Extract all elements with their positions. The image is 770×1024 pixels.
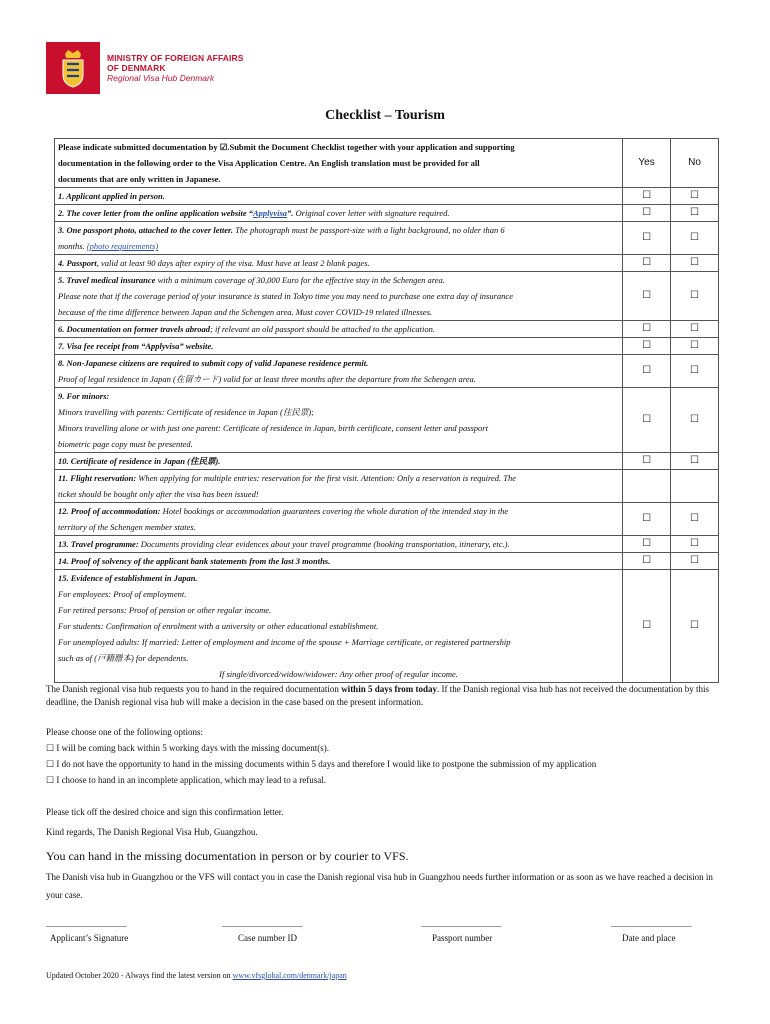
instructions-line-1: Please indicate submitted documentation by ☑.Submit the Document Checklist together with your application and supporting: [58, 142, 515, 152]
case-number-line[interactable]: ____________________: [222, 918, 302, 928]
item-6-detail: ; if relevant an old passport should be attached to the application.: [210, 324, 435, 334]
item-4-yes-checkbox[interactable]: ☐: [623, 255, 671, 272]
item-5-no-checkbox[interactable]: ☐: [671, 272, 719, 321]
passport-number-label: Passport number: [432, 933, 493, 943]
item-8-no-checkbox[interactable]: ☐: [671, 355, 719, 388]
item-6-text: [55, 321, 623, 338]
item-5-title: 5. Travel medical insurance: [58, 275, 156, 285]
item-3-yes-checkbox[interactable]: ☐: [623, 222, 671, 255]
item-15-employees: For employees: Proof of employment.: [58, 589, 187, 599]
option-incomplete[interactable]: ☐ I choose to hand in an incomplete application, which may lead to a refusal.: [46, 775, 326, 785]
item-15-title: 15. Evidence of establishment in Japan.: [58, 573, 198, 583]
tick-instruction: Please tick off the desired choice and sign this confirmation letter.: [46, 807, 284, 817]
page-title: Checklist – Tourism: [325, 108, 445, 123]
item-13-no-checkbox[interactable]: ☐: [671, 536, 719, 553]
checklist-table: [54, 138, 719, 683]
yes-column-header: Yes: [623, 139, 671, 188]
deadline-text-1: The Danish regional visa hub requests you to hand in the required documentation: [46, 684, 342, 694]
org-line-2: OF DENMARK: [107, 63, 166, 73]
item-15-students: For students: Confirmation of enrolment with a university or other educational establishment.: [58, 621, 379, 631]
checklist-row-4: [55, 255, 719, 272]
org-line-3: Regional Visa Hub Denmark: [107, 73, 215, 83]
item-15-unemployed-cont: such as of (戸籍謄本) for dependents.: [58, 653, 189, 663]
item-13-title: 13. Travel programme:: [58, 539, 139, 549]
checklist-row-5: [55, 272, 719, 321]
item-11-detail: When applying for multiple entries: reservation for the first visit. Attention: Only a reservation is required. The: [136, 473, 517, 483]
item-1-no-checkbox[interactable]: ☐: [671, 188, 719, 205]
item-1-text: 1. Applicant applied in person.: [55, 188, 623, 205]
deadline-paragraph: [46, 683, 726, 709]
item-9-detail-2: Minors travelling alone or with just one parent: Certificate of residence in Japan, birth certificate, consent letter and passport: [58, 423, 488, 433]
item-11-title: 11. Flight reservation:: [58, 473, 137, 483]
item-7-text: 7. Visa fee receipt from “Applyvisa” website.: [55, 338, 623, 355]
vfs-link[interactable]: www.vfsglobal.com/denmark/japan: [232, 971, 347, 980]
item-3-no-checkbox[interactable]: ☐: [671, 222, 719, 255]
checklist-row-14: [55, 553, 719, 570]
item-14-yes-checkbox[interactable]: ☐: [623, 553, 671, 570]
item-9-text: [55, 388, 623, 453]
item-2-title: 2. The cover letter from the online application website “: [58, 208, 254, 218]
item-12-title: 12. Proof of accommodation:: [58, 506, 161, 516]
item-9-detail-1: Minors travelling with parents: Certificate of residence in Japan (住民票);: [58, 407, 314, 417]
item-2-no-checkbox[interactable]: ☐: [671, 205, 719, 222]
case-number-label: Case number ID: [238, 933, 297, 943]
item-5-note-2: because of the time difference between Japan and the Schengen area. Must cover COVID-19 related illnesses.: [58, 307, 433, 317]
instructions-line-2: documentation in the following order to the Visa Application Centre. An English translation must be provided for all: [58, 158, 480, 168]
item-6-no-checkbox[interactable]: ☐: [671, 321, 719, 338]
item-10-yes-checkbox[interactable]: ☐: [623, 453, 671, 470]
option-postpone[interactable]: ☐ I do not have the opportunity to hand in the missing documents within 5 days and therefore I would like to postpone the submission of my application: [46, 759, 597, 769]
item-2-text: [55, 205, 623, 222]
checklist-row-7: [55, 338, 719, 355]
crown-shield-icon: [58, 48, 88, 88]
table-header-row: [55, 139, 719, 188]
item-10-no-checkbox[interactable]: ☐: [671, 453, 719, 470]
item-4-title: 4. Passport: [58, 258, 97, 268]
item-8-detail: Proof of legal residence in Japan (在留カード) valid for at least three months after the departure from the Schengen area.: [58, 374, 476, 384]
item-9-yes-checkbox[interactable]: ☐: [623, 388, 671, 453]
item-15-no-checkbox[interactable]: ☐: [671, 570, 719, 683]
photo-requirements-link[interactable]: (photo requirements): [86, 241, 159, 251]
item-15-yes-checkbox[interactable]: ☐: [623, 570, 671, 683]
item-11-text: [55, 470, 623, 503]
item-9-title: 9. For minors:: [58, 391, 110, 401]
applicant-signature-line[interactable]: ____________________: [46, 918, 126, 928]
item-15-text: [55, 570, 623, 683]
checklist-row-8: [55, 355, 719, 388]
organisation-name: [107, 53, 244, 83]
item-5-detail: with a minimum coverage of 30,000 Euro for the effective stay in the Schengen area.: [155, 275, 445, 285]
instructions-line-3: documents that are only written in Japanese.: [58, 174, 221, 184]
date-place-line[interactable]: ____________________: [611, 918, 691, 928]
item-15-retired: For retired persons: Proof of pension or other regular income.: [58, 605, 272, 615]
item-6-title: 6. Documentation on former travels abroad: [58, 324, 211, 334]
checklist-row-12: [55, 503, 719, 536]
checklist-row-6: [55, 321, 719, 338]
courier-heading: You can hand in the missing documentation in person or by courier to VFS.: [46, 849, 409, 863]
item-11-no-cell: [671, 470, 719, 503]
date-place-label: Date and place: [622, 933, 676, 943]
applicant-signature-label: Applicant’s Signature: [50, 933, 129, 943]
passport-number-line[interactable]: ____________________: [421, 918, 501, 928]
item-2-detail: Original cover letter with signature required.: [293, 208, 450, 218]
item-3-detail: The photograph must be passport-size with a light background, no older than 6: [232, 225, 505, 235]
checklist-row-2: [55, 205, 719, 222]
item-15-single: If single/divorced/widow/widower: Any other proof of regular income.: [219, 669, 458, 679]
item-7-no-checkbox[interactable]: ☐: [671, 338, 719, 355]
item-11-yes-cell: [623, 470, 671, 503]
item-5-text: [55, 272, 623, 321]
item-9-no-checkbox[interactable]: ☐: [671, 388, 719, 453]
checklist-row-13: [55, 536, 719, 553]
danish-coat-of-arms-logo: [46, 42, 100, 94]
checklist-row-15: [55, 570, 719, 683]
item-13-yes-checkbox[interactable]: ☐: [623, 536, 671, 553]
org-line-1: MINISTRY OF FOREIGN AFFAIRS: [107, 53, 244, 63]
item-3-text: [55, 222, 623, 255]
kind-regards: Kind regards, The Danish Regional Visa Hub, Guangzhou.: [46, 827, 258, 837]
item-4-text: [55, 255, 623, 272]
footer-text: Updated October 2020 - Always find the latest version on: [46, 971, 233, 980]
item-7-yes-checkbox[interactable]: ☐: [623, 338, 671, 355]
item-9-detail-3: biometric page copy must be presented.: [58, 439, 193, 449]
item-13-text: [55, 536, 623, 553]
item-5-note-1: Please note that if the coverage period of your insurance is stated in Tokyo time you may need to purchase one extra day of insurance: [58, 291, 513, 301]
item-5-yes-checkbox[interactable]: ☐: [623, 272, 671, 321]
item-2-title-end: ”.: [287, 208, 294, 218]
checklist-row-11: [55, 470, 719, 503]
options-intro: Please choose one of the following options:: [46, 727, 203, 737]
item-12-detail: Hotel bookings or accommodation guarantees covering the whole duration of the intended stay in the: [160, 506, 509, 516]
no-column-header: No: [671, 139, 719, 188]
deadline-highlight: within 5 days from today: [341, 684, 438, 694]
deadline-text-2: . If the Danish regional visa hub has not received the documentation by this deadline, the Danish regional visa hub will make a decision in the case based on the present information.: [46, 684, 709, 707]
item-6-yes-checkbox[interactable]: ☐: [623, 321, 671, 338]
item-15-unemployed: For unemployed adults: If married: Letter of employment and income of the spouse + Marriage certificate, or registered partnership: [58, 637, 511, 647]
item-12-yes-checkbox[interactable]: ☐: [623, 503, 671, 536]
checklist-row-9: [55, 388, 719, 453]
item-2-yes-checkbox[interactable]: ☐: [623, 205, 671, 222]
applyvisa-link[interactable]: Applyvisa: [253, 208, 288, 218]
item-4-detail: , valid at least 90 days after expiry of the visa. Must have at least 2 blank pages.: [96, 258, 370, 268]
item-10-text: 10. Certificate of residence in Japan (住民票).: [55, 453, 623, 470]
checklist-row-3: [55, 222, 719, 255]
footer: [46, 971, 347, 980]
option-come-back[interactable]: ☐ I will be coming back within 5 working days with the missing document(s).: [46, 743, 330, 753]
item-12-no-checkbox[interactable]: ☐: [671, 503, 719, 536]
contact-paragraph: The Danish visa hub in Guangzhou or the VFS will contact you in case the Danish regional visa hub in Guangzhou needs further information or as soon as we have reached a decision in your case.: [46, 872, 713, 900]
item-8-yes-checkbox[interactable]: ☐: [623, 355, 671, 388]
item-1-yes-checkbox[interactable]: ☐: [623, 188, 671, 205]
item-13-detail: Documents providing clear evidences about your travel programme (booking transportation, itinerary, etc.).: [138, 539, 510, 549]
instructions-cell: [55, 139, 623, 188]
item-11-detail-cont: ticket should be bought only after the visa has been issued!: [58, 489, 259, 499]
item-3-title: 3. One passport photo, attached to the cover letter.: [58, 225, 233, 235]
item-12-detail-cont: territory of the Schengen member states.: [58, 522, 196, 532]
item-4-no-checkbox[interactable]: ☐: [671, 255, 719, 272]
item-14-no-checkbox[interactable]: ☐: [671, 553, 719, 570]
item-14-text: 14. Proof of solvency of the applicant bank statements from the last 3 months.: [55, 553, 623, 570]
item-3-detail-cont: months.: [58, 241, 87, 251]
checklist-row-10: [55, 453, 719, 470]
item-8-text: [55, 355, 623, 388]
letterhead: [46, 42, 244, 96]
checklist-row-1: [55, 188, 719, 205]
item-12-text: [55, 503, 623, 536]
item-8-title: 8. Non-Japanese citizens are required to submit copy of valid Japanese residence permit.: [58, 358, 369, 368]
